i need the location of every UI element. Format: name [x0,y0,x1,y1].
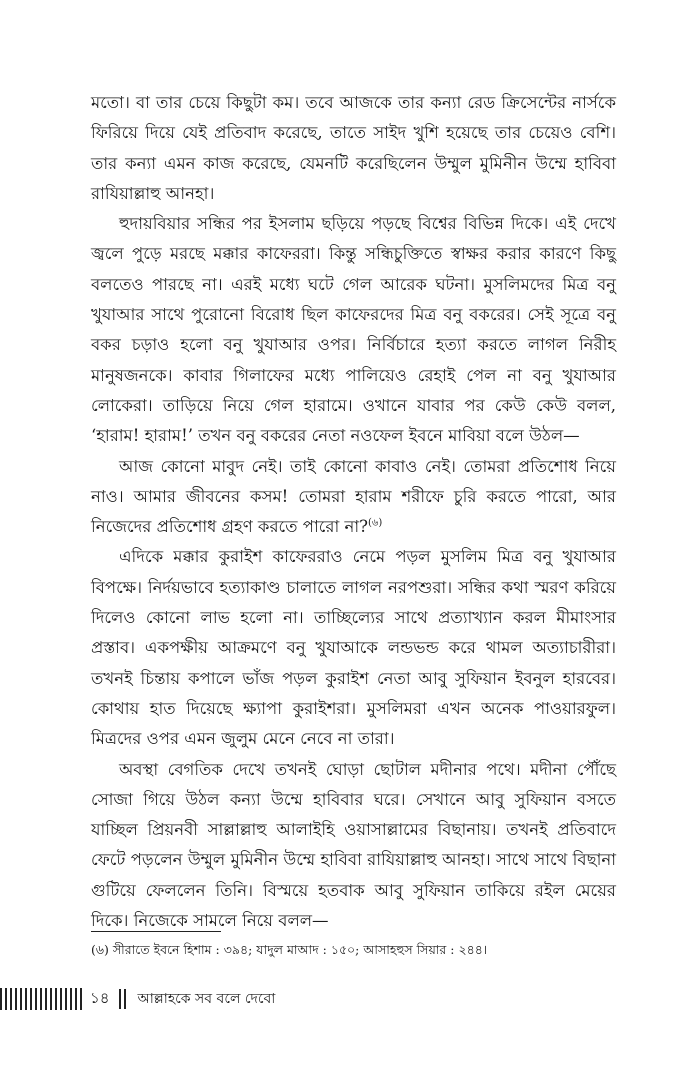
footnote: (৬) সীরাতে ইবনে হিশাম : ৩৯৪; যাদুল মাআদ : ১৫০; আসাহহুস সিয়ার : ২৪৪। [91,942,488,957]
paragraph: মতো। বা তার চেয়ে কিছুটা কম। তবে আজকে তার কন্যা রেড ক্রিসেন্টের নার্সকে ফিরিয়ে দিয়ে যেই প্রতিবাদ করেছে, তাতে সাইদ খুশি হয়েছে তার চেয়েও বেশি। তার কন্যা এমন কাজ করেছে, যেমনটি করেছিলেন উম্মুল মুমিনীন উম্মে হাবিবা রাযিয়াল্লাহু আনহা। [91,93,616,203]
footer-separator [119,989,129,1009]
page-footer [0,988,698,1010]
page-body [91,88,616,936]
page-number: ১৪ [90,988,110,1007]
decorative-bars [0,988,85,1010]
book-title: আল্লাহকে সব বলে দেবো [137,991,276,1007]
footnote-divider [91,931,221,932]
quote-text: আজ কোনো মাবুদ নেই। তাই কোনো কাবাও নেই। তোমরা প্রতিশোধ নিয়ে নাও। আমার জীবনের কসম! তোমরা হারাম শরীফে চুরি করতে পারো, আর নিজেদের প্রতিশোধ গ্রহণ করতে পারো না? [91,456,616,537]
paragraph: এদিকে মক্কার কুরাইশ কাফেররাও নেমে পড়ল মুসলিম মিত্র বনু খুযাআর বিপক্ষে। নির্দয়ভাবে হত্যাকাণ্ড চালাতে লাগল নরপশুরা। সন্ধির কথা স্মরণ করিয়ে দিলেও কোনো লাভ হলো না। তাচ্ছিল্যের সাথে প্রত্যাখ্যান করল মীমাংসার প্রস্তাব। একপক্ষীয় আক্রমণে বনু খুযাআকে লন্ডভন্ড করে থামল অত্যাচারীরা। তখনই চিন্তায় কপালে ভাঁজ পড়ল কুরাইশ নেতা আবু সুফিয়ান ইবনুল হারবের। কোথায় হাত দিয়েছে ক্ষ্যাপা কুরাইশরা। মুসলিমরা এখন অনেক পাওয়ারফুল। মিত্রদের ওপর এমন জুলুম মেনে নেবে না তারা। [91,547,616,749]
quote-paragraph [91,452,616,543]
footnote-reference[interactable]: (৬) [368,517,383,529]
paragraph: অবস্থা বেগতিক দেখে তখনই ঘোড়া ছোটাল মদীনার পথে। মদীনা পৌঁছে সোজা গিয়ে উঠল কন্যা উম্মে হাবিবার ঘরে। সেখানে আবু সুফিয়ান বসতে যাচ্ছিল প্রিয়নবী সাল্লাল্লাহু আলাইহি ওয়াসাল্লামের বিছানায়। তখনই প্রতিবাদে ফেটে পড়লেন উম্মুল মুমিনীন উম্মে হাবিবা রাযিয়াল্লাহু আনহা। সাথে সাথে বিছানা গুটিয়ে ফেললেন তিনি। বিস্ময়ে হতবাক আবু সুফিয়ান তাকিয়ে রইল মেয়ের দিকে। নিজেকে সামলে নিয়ে বলল— [91,759,616,931]
paragraph: হুদায়বিয়ার সন্ধির পর ইসলাম ছড়িয়ে পড়ছে বিশ্বের বিভিন্ন দিকে। এই দেখে জ্বলে পুড়ে মরছে মক্কার কাফেররা। কিন্তু সন্ধিচুক্তিতে স্বাক্ষর করার কারণে কিছু বলতেও পারছে না। এরই মধ্যে ঘটে গেল আরেক ঘটনা। মুসলিমদের মিত্র বনু খুযাআর সাথে পুরোনো বিরোধ ছিল কাফেরদের মিত্র বনু বকরের। সেই সূত্রে বনু বকর চড়াও হলো বনু খুযাআর ওপর। নির্বিচারে হত্যা করতে লাগল নিরীহ মানুষজনকে। কাবার গিলাফের মধ্যে পালিয়েও রেহাই পেল না বনু খুযাআর লোকেরা। তাড়িয়ে নিয়ে গেল হারামে। ওখানে যাবার পর কেউ কেউ বলল, ‘হারাম! হারাম!’ তখন বনু বকরের নেতা নওফেল ইবনে মাবিয়া বলে উঠল— [91,214,616,446]
